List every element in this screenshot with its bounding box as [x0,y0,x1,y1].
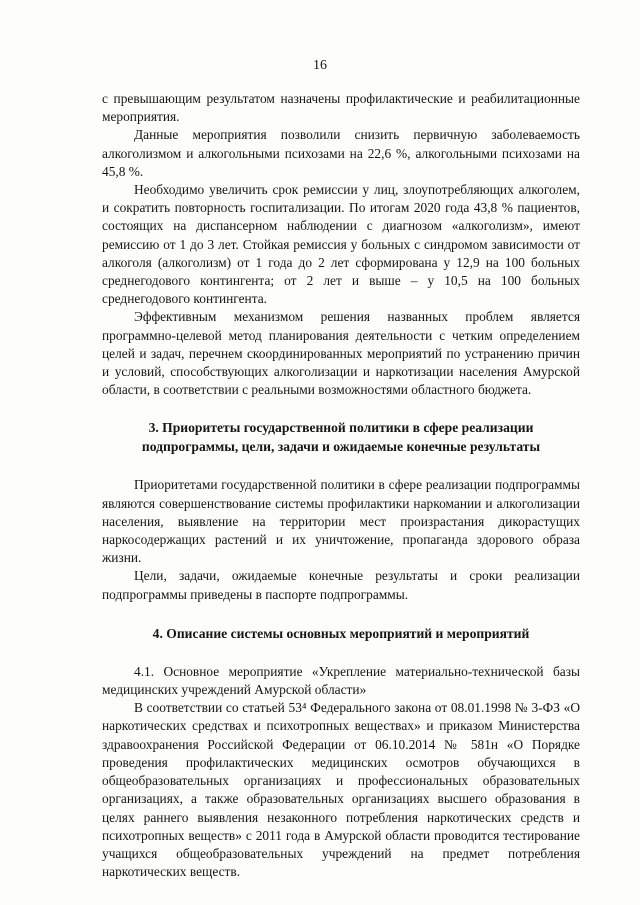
section-heading: 4. Описание системы основных мероприятий и мероприятий [152,625,530,641]
paragraph: 4.1. Основное мероприятие «Укрепление материально-технической базы медицинских учреждений Амурской области» [102,663,580,698]
section-heading: 3. Приоритеты государственной политики в сфере реализации подпрограммы, цели, задачи и ожидаемые конечные результаты [141,420,541,455]
paragraph: Необходимо увеличить срок ремиссии у лиц, злоупотребляющих алкоголем, и сократить повторность госпитализации. По итогам 2020 года 43,8 % пациентов, состоящих на диспансерном наблюдении с диагнозом «алкоголизм», имеют ремиссию от 1 до 3 лет. Стойкая ремиссия у больных с синдромом зависимости от алкоголя (алкоголизм) от 1 года до 2 лет сформирована у 12,9 на 100 больных среднегодового контингента; от 2 лет и выше – у 10,5 на 100 больных среднегодового контингента. [102,182,580,307]
document-body [102,90,580,881]
paragraph: с превышающим результатом назначены профилактические и реабилитационные мероприятия. [102,91,580,125]
paragraph: Приоритетами государственной политики в сфере реализации подпрограммы являются совершенствование системы профилактики наркомании и алкоголизации населения, выявление на территории мест произрастания дикорастущих наркосодержащих растений и их уничтожение, пропаганда здорового образа жизни. [102,477,580,566]
paragraph: Данные мероприятия позволили снизить первичную заболеваемость алкоголизмом и алкогольными психозами на 22,6 %, алкогольными психозами на 45,8 %. [102,127,580,179]
paragraph: В соответствии со статьей 53⁴ Федерального закона от 08.01.1998 № 3-ФЗ «О наркотических средствах и психотропных веществах» и приказом Министерства здравоохранения Российской Федерации от 06.10.2014 № 581н «О Порядке проведения профилактических медицинских осмотров обучающихся в общеобразовательных организациях и профессиональных образовательных организациях, а также образовательных организациях высшего образования в целях раннего выявления незаконного потребления наркотических средств и психотропных веществ» с 2011 года в Амурской области проводится тестирование учащихся общеобразовательных учреждений на предмет потребления наркотических веществ. [102,700,580,880]
paragraph: Эффективным механизмом решения названных проблем является программно-целевой метод планирования деятельности с четким определением целей и задач, перечнем скоординированных мероприятий по устранению причин и условий, способствующих алкоголизации и наркотизации населения Амурской области, в соответствии с реальными возможностями областного бюджета. [102,309,580,398]
page-number: 16 [313,58,327,73]
paragraph: Цели, задачи, ожидаемые конечные результаты и сроки реализации подпрограммы приведены в паспорте подпрограммы. [102,568,580,602]
